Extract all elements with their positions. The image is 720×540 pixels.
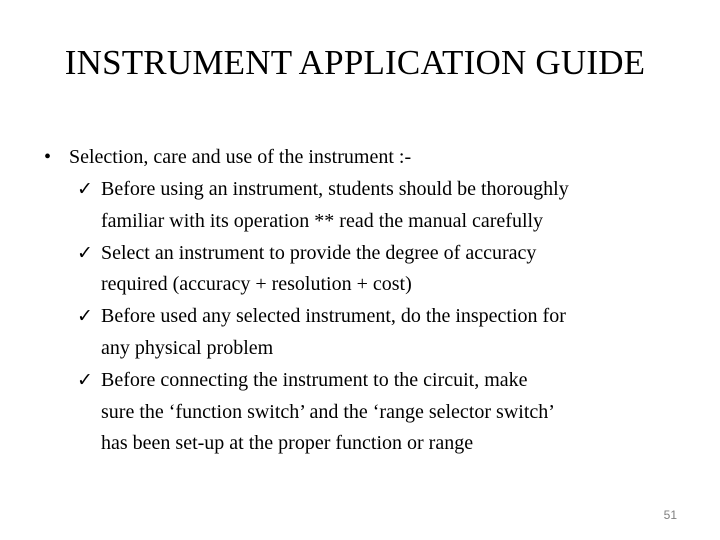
main-bullet [44,142,411,172]
checklist-item [77,238,677,302]
checklist-item-line: has been set-up at the proper function or range [101,432,474,455]
checkmark-icon: ✓ [77,368,93,391]
bullet-marker: • [44,146,52,168]
slide-title: INSTRUMENT APPLICATION GUIDE [64,43,646,82]
page-number: 51 [663,508,677,522]
checklist [77,174,677,460]
checklist-item-line: Select an instrument to provide the degree of accuracy [101,241,537,264]
checklist-item-line: any physical problem [101,336,274,359]
checklist-item-line: Before connecting the instrument to the circuit, make [101,368,528,391]
checkmark-icon: ✓ [77,241,93,264]
main-bullet-text: Selection, care and use of the instrument :- [69,146,412,168]
checklist-item [77,174,677,238]
checklist-item-line: familiar with its operation ** read the manual carefully [101,209,544,232]
checklist-item-line: Before using an instrument, students should be thoroughly [101,178,569,200]
checklist-item [77,365,677,460]
checkmark-icon: ✓ [77,178,93,200]
checklist-item-line: Before used any selected instrument, do the inspection for [101,305,566,328]
checklist-item-line: sure the ‘function switch’ and the ‘range selector switch’ [101,400,555,423]
checklist-item [77,301,677,365]
checkmark-icon: ✓ [77,305,93,328]
checklist-item-line: required (accuracy + resolution + cost) [101,273,412,296]
